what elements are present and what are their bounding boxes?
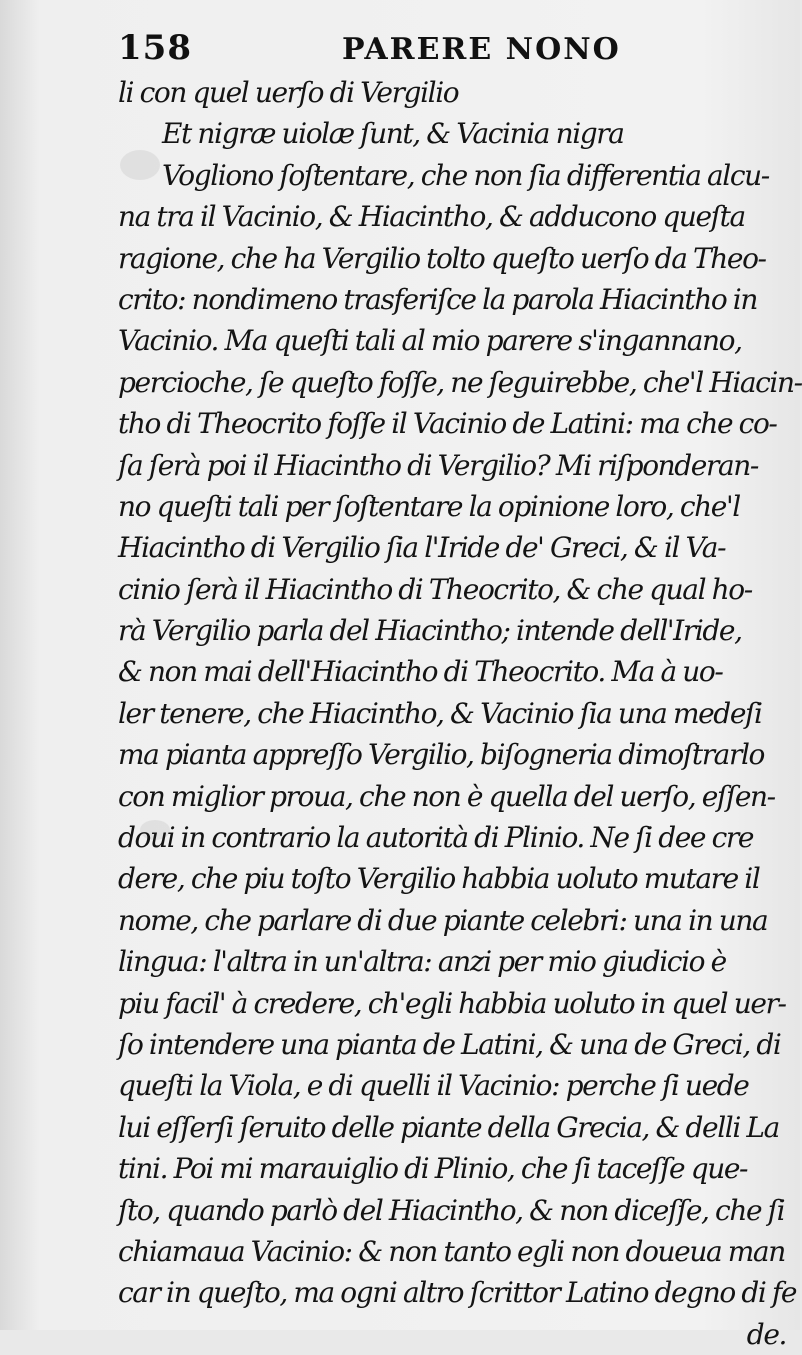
text-line: ſo intendere una pianta de Latini, & una de Greci, di [118,1027,781,1061]
text-line: cinio ſerà il Hiacintho di Theocrito, & che qual ho- [118,572,752,606]
text-line: lui eſſerſi ſeruito delle piante della Grecia, & delli La [118,1110,779,1144]
text-line: ler tenere, che Hiacintho, & Vacinio ſia una medeſi [118,696,762,730]
text-line: no queſti tali per ſoſtentare la opinione loro, che'l [118,489,740,523]
body-text [118,72,802,1355]
text-line: Hiacintho di Vergilio ſia l'Iride de' Greci, & il Va- [118,531,726,565]
text-line: queſti la Viola, e di quelli il Vacinio: perche ſi uede [118,1069,749,1103]
text-line: li con quel uerſo di Vergilio [118,76,459,109]
page-header [118,28,621,68]
text-line: ragione, che ha Vergilio tolto queſto uerſo da Theo- [118,241,766,275]
text-line: na tra il Vacinio, & Hiacintho, & adducono queſta [118,200,745,234]
text-line: dere, che piu toſto Vergilio habbia uoluto mutare il [118,862,760,896]
text-line: Vacinio. Ma queſti tali al mio parere s'ingannano, [118,324,742,358]
text-line: chiamaua Vacinio: & non tanto egli non doueua man [118,1234,785,1268]
quoted-verse: Et nigræ uiolæ ſunt, & Vacinia nigra [162,117,624,151]
text-line: rà Vergilio parla del Hiacintho; intende dell'Iride, [118,614,742,648]
running-title: PARERE NONO [341,32,621,67]
text-line: percioche, ſe queſto foſſe, ne ſeguirebbe, che'l Hiacin- [118,365,802,399]
text-line: piu facil' à credere, ch'egli habbia uoluto in quel uer- [118,986,786,1020]
text-line: doui in contrario la autorità di Plinio. Ne ſi dee cre [118,821,754,855]
text-line: lingua: l'altra in un'altra: anzi per mio giudicio è [118,945,726,979]
catchword: de. [746,1317,786,1351]
text-line: crito: nondimeno trasferiſce la parola Hiacintho in [118,282,757,316]
text-line: ma pianta appreſſo Vergilio, biſogneria dimoſtrarlo [118,738,764,772]
text-line: car in queſto, ma ogni altro ſcrittor Latino degno di fe [118,1276,797,1310]
text-line: con miglior proua, che non è quella del uerſo, eſſen- [118,779,775,813]
page-number: 158 [118,28,192,68]
text-line: nome, che parlare di due piante celebri: una in una [118,903,768,937]
text-line: & non mai dell'Hiacintho di Theocrito. Ma à uo- [118,655,723,689]
text-line: ſa ſerà poi il Hiacintho di Vergilio? Mi riſponderan- [118,448,758,482]
text-line: tini. Poi mi marauiglio di Plinio, che ſi taceſſe que- [118,1152,748,1186]
text-line: tho di Theocrito foſſe il Vacinio de Latini: ma che co- [118,407,777,441]
text-line: ſto, quando parlò del Hiacintho, & non diceſſe, che ſi [118,1193,785,1227]
text-line: Vogliono ſoſtentare, che non ſia differentia alcu- [162,158,769,192]
